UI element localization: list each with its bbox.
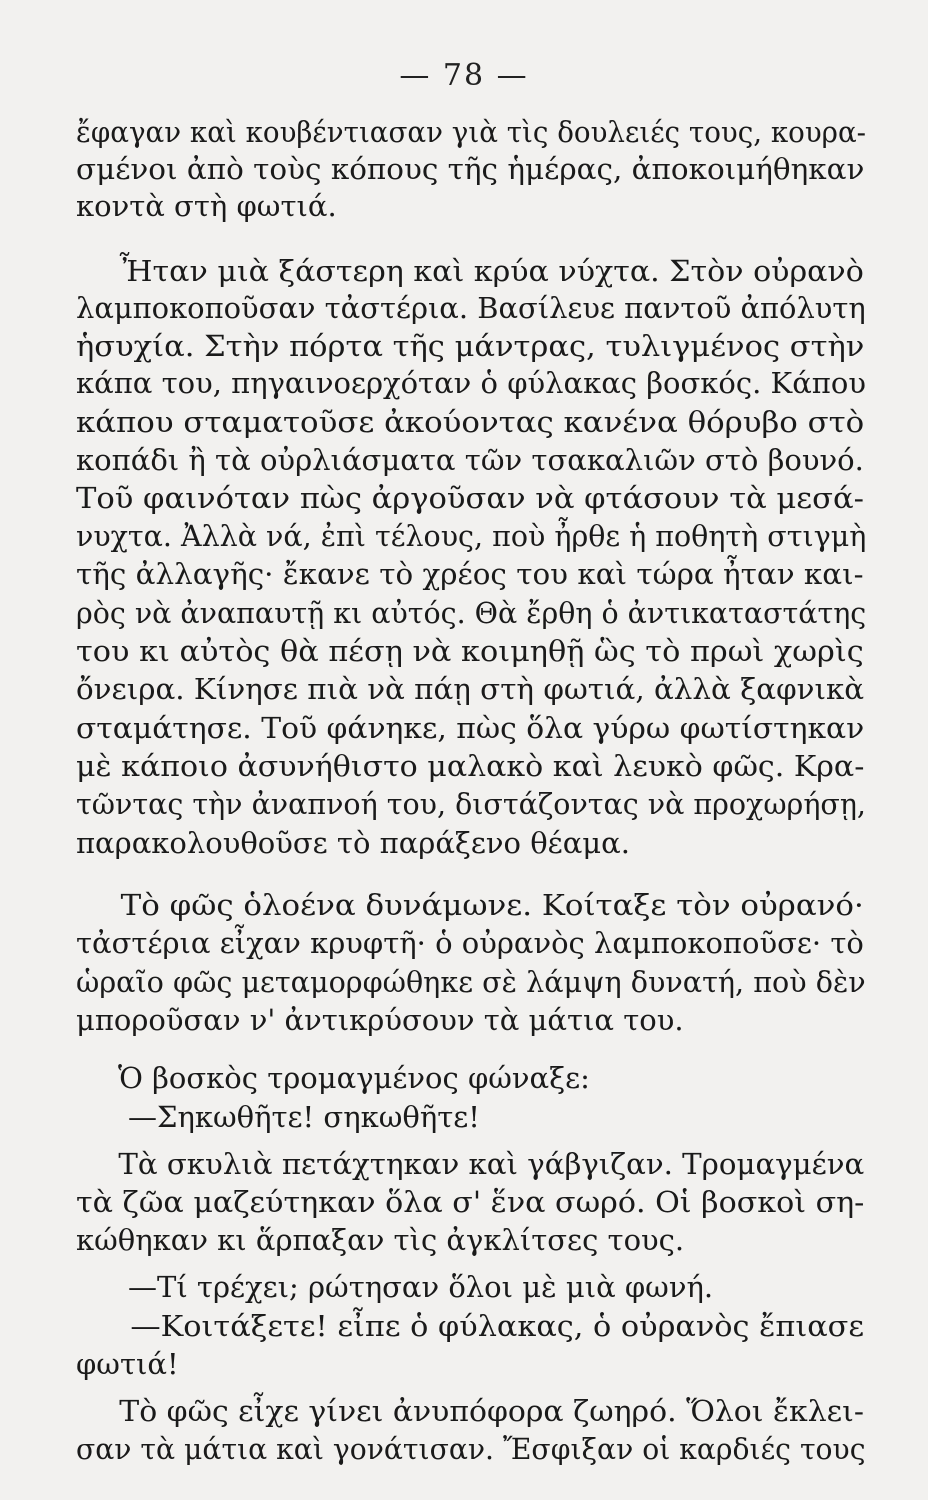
text-line: Τὸ φῶς εἶχε γίνει ἀνυπόφορα ζωηρό. Ὅλοι ἔκλει- bbox=[119, 1394, 864, 1428]
text-line: φωτιά! bbox=[76, 1347, 179, 1381]
text-line: κοντὰ στὴ φωτιά. bbox=[76, 189, 337, 223]
text-line: ὄνειρα. Κίνησε πιὰ νὰ πάῃ στὴ φωτιά, ἀλλὰ ξαφνικὰ bbox=[76, 672, 865, 706]
text-line: ἔφαγαν καὶ κουβέντιασαν γιὰ τὶς δουλειές τους, κουρα- bbox=[76, 115, 867, 149]
text-line: κάπα του, πηγαινοερχόταν ὁ φύλακας βοσκός. Κάπου bbox=[76, 366, 866, 400]
text-line: του κι αὐτὸς θὰ πέσῃ νὰ κοιμηθῇ ὣς τὸ πρωὶ χωρὶς bbox=[76, 634, 864, 668]
text-line: Τὰ σκυλιὰ πετάχτηκαν καὶ γάβγιζαν. Τρομαγμένα bbox=[118, 1147, 865, 1181]
text-line: σαν τὰ μάτια καὶ γονάτισαν. Ἔσφιξαν οἱ καρδιές τους bbox=[76, 1432, 866, 1466]
text-line: παρακολουθοῦσε τὸ παράξενο θέαμα. bbox=[76, 826, 630, 860]
text-line: τἀστέρια εἶχαν κρυφτῆ· ὁ οὐρανὸς λαμποκοποῦσε· τὸ bbox=[76, 926, 864, 960]
text-line: Τοῦ φαινόταν πὼς ἀργοῦσαν νὰ φτάσουν τὰ μεσά- bbox=[76, 481, 864, 515]
text-line: ρὸς νὰ ἀναπαυτῇ κι αὐτός. Θὰ ἔρθη ὁ ἀντικαταστάτης bbox=[76, 596, 867, 630]
text-line: ὡραῖο φῶς μεταμορφώθηκε σὲ λάμψη δυνατή, ποὺ δὲν bbox=[76, 965, 866, 999]
text-line: κώθηκαν κι ἅρπαξαν τὶς ἀγκλίτσες τους. bbox=[76, 1223, 685, 1257]
text-line: μὲ κάποιο ἀσυνήθιστο μαλακὸ καὶ λευκὸ φῶς. Κρα- bbox=[76, 749, 865, 783]
text-line: τὰ ζῶα μαζεύτηκαν ὅλα σ' ἕνα σωρό. Οἱ βοσκοὶ ση- bbox=[76, 1185, 865, 1219]
text-line: μποροῦσαν ν' ἀντικρύσουν τὰ μάτια του. bbox=[76, 1003, 684, 1037]
text-line: ἡσυχία. Στὴν πόρτα τῆς μάντρας, τυλιγμένος στὴν bbox=[76, 329, 865, 363]
text-line: σμένοι ἀπὸ τοὺς κόπους τῆς ἡμέρας, ἀποκοιμήθηκαν bbox=[76, 152, 865, 186]
text-line: Ἦταν μιὰ ξάστερη καὶ κρύα νύχτα. Στὸν οὐρανὸ bbox=[119, 254, 864, 288]
text-line: —Τί τρέχει; ρώτησαν ὅλοι μὲ μιὰ φωνή. bbox=[128, 1270, 714, 1304]
page-number: — 78 — bbox=[399, 58, 529, 93]
text-line: σταμάτησε. Τοῦ φάνηκε, πὼς ὅλα γύρω φωτίστηκαν bbox=[76, 711, 865, 745]
text-line: Τὸ φῶς ὁλοένα δυνάμωνε. Κοίταξε τὸν οὐρανό· bbox=[120, 888, 864, 922]
text-line: κάπου σταματοῦσε ἀκούοντας κανένα θόρυβο στὸ bbox=[76, 405, 865, 439]
text-line: —Σηκωθῆτε! σηκωθῆτε! bbox=[128, 1100, 480, 1134]
text-line: νυχτα. Ἀλλὰ νά, ἐπὶ τέλους, ποὺ ἦρθε ἡ ποθητὴ στιγμὴ bbox=[76, 519, 867, 553]
text-line: Ὁ βοσκὸς τρομαγμένος φώναξε: bbox=[118, 1061, 590, 1095]
text-line: τῆς ἀλλαγῆς· ἔκανε τὸ χρέος του καὶ τώρα ἦταν και- bbox=[76, 557, 864, 591]
text-line: λαμποκοποῦσαν τἀστέρια. Βασίλευε παντοῦ ἀπόλυτη bbox=[76, 291, 866, 325]
text-line: —Κοιτάξετε! εἶπε ὁ φύλακας, ὁ οὐρανὸς ἔπιασε bbox=[130, 1309, 865, 1343]
text-line: τῶντας τὴν ἀναπνοή του, διστάζοντας νὰ προχωρήσῃ, bbox=[76, 787, 866, 821]
text-line: κοπάδι ἢ τὰ οὐρλιάσματα τῶν τσακαλιῶν στὸ βουνό. bbox=[76, 443, 864, 477]
